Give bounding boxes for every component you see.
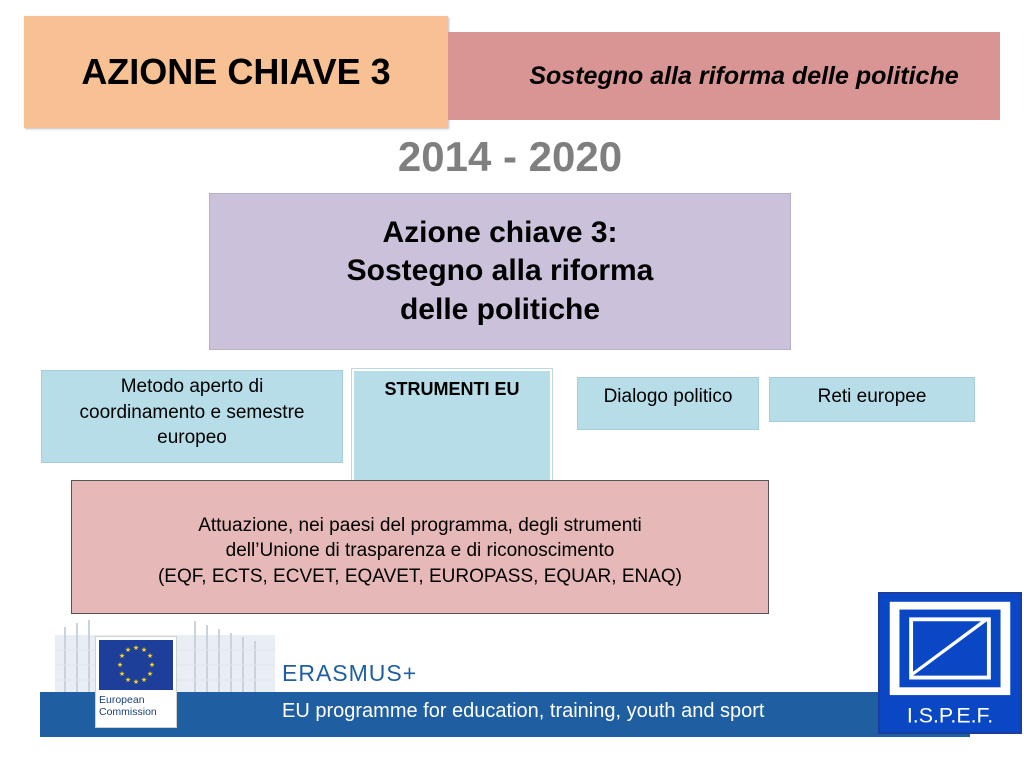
european-commission-name [99,694,175,724]
attuazione-line3: (EQF, ECTS, ECVET, EQAVET, EUROPASS, EQUAR, ENAQ) [157,565,682,587]
eu-flag-icon [99,640,173,690]
slide-title: AZIONE CHIAVE 3 [24,16,448,128]
attuazione-line1: Attuazione, nei paesi del programma, degli strumenti [198,515,642,537]
svg-text:★: ★ [140,676,148,684]
main-action-box [209,193,791,350]
erasmus-label: ERASMUS+ [282,660,418,686]
svg-text:★: ★ [132,644,140,652]
reti-europee-box [769,377,975,422]
svg-text:★: ★ [124,646,132,654]
svg-text:★: ★ [148,661,156,669]
ec-line1: European [99,694,145,706]
svg-text:★: ★ [118,670,126,678]
svg-text:★: ★ [124,676,132,684]
strumenti-label: STRUMENTI EU [384,379,520,399]
footer-tagline: EU programme for education, training, youth and sport [282,700,765,722]
slide-subtitle: Sostegno alla riforma delle politiche [448,32,1000,120]
metodo-line1: Metodo aperto di [120,376,264,397]
ispef-logo-icon [878,592,1022,734]
main-box-line3: delle politiche [399,292,601,326]
reti-label: Reti europee [817,386,927,407]
years-heading: 2014 - 2020 [397,133,623,180]
svg-text:★: ★ [132,678,140,686]
ec-line2: Commission [99,706,157,718]
dialogo-label: Dialogo politico [603,386,733,407]
attuazione-box [71,480,769,614]
attuazione-line2: dell’Unione di trasparenza e di riconoscimento [225,540,615,562]
svg-text:★: ★ [140,646,148,654]
svg-text:★: ★ [146,652,154,660]
ispef-label: I.S.P.E.F. [906,703,994,728]
metodo-aperto-box [41,370,343,463]
metodo-line3: europeo [157,427,227,449]
dialogo-politico-box [577,377,759,430]
main-box-line2: Sostegno alla riforma [346,254,654,288]
metodo-line2: coordinamento e semestre [79,401,305,423]
svg-text:★: ★ [118,652,126,660]
svg-text:★: ★ [116,661,124,669]
svg-text:★: ★ [146,670,154,678]
main-box-line1: Azione chiave 3: [382,216,618,250]
